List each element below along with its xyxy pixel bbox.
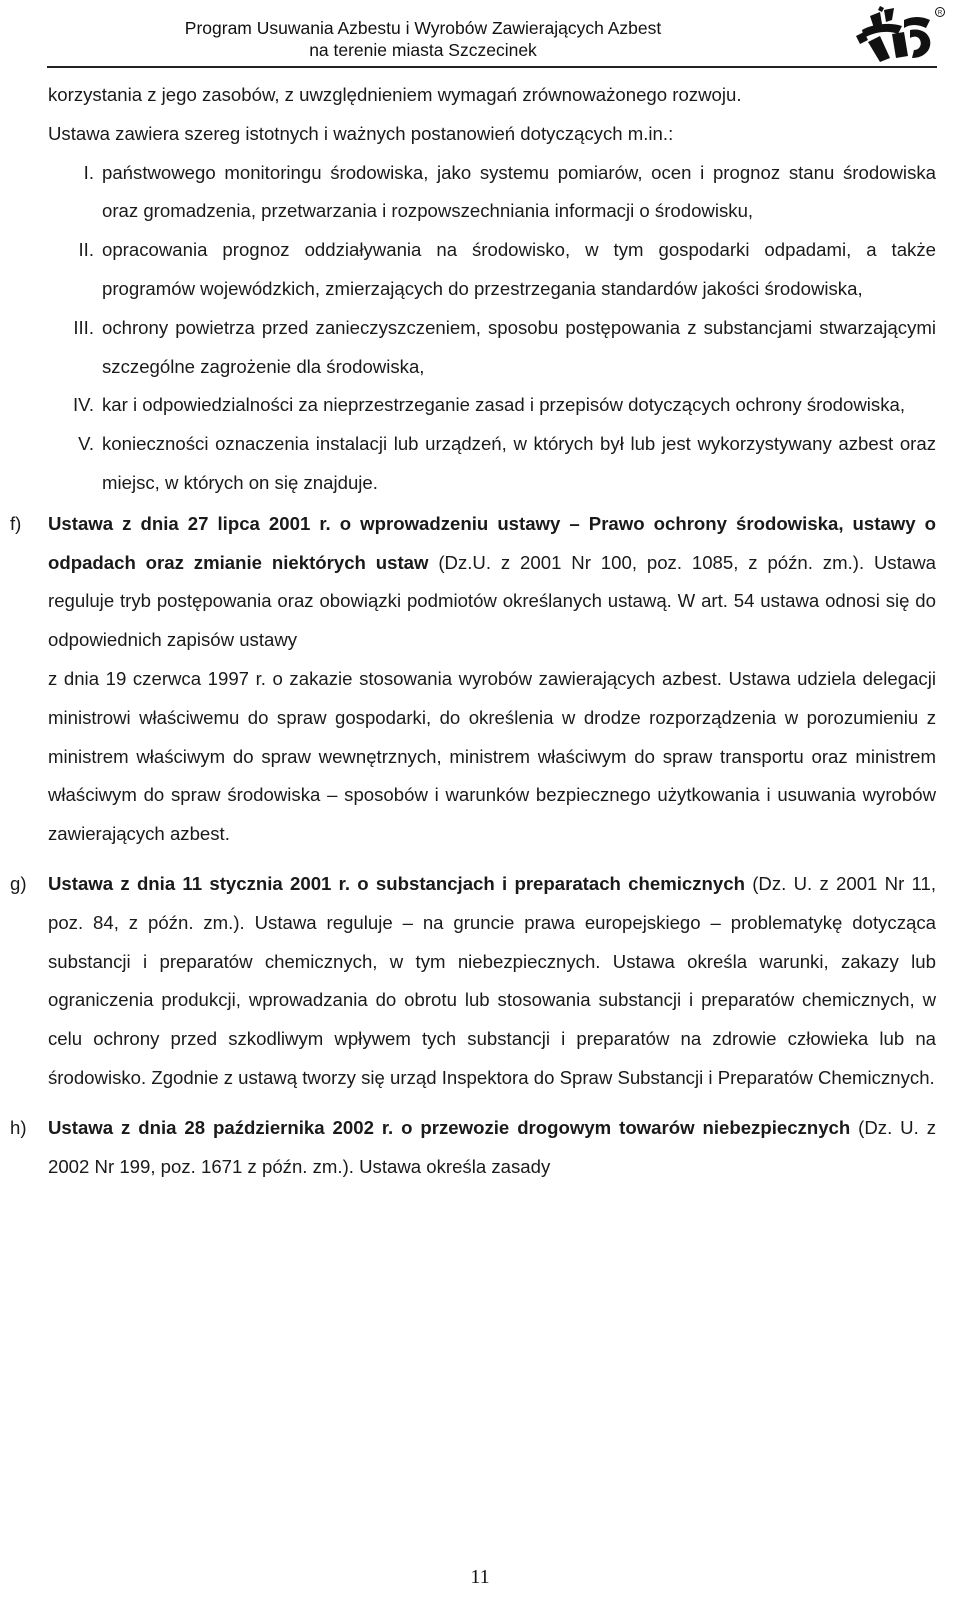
act-description: (Dz. U. z 2001 Nr 11, poz. 84, z późn. zm.). Ustawa reguluje – na gruncie prawa europejskiego – problematykę dotycząca substancji i preparatów chemicznych, w tym niebezpiecznych. Ustawa określa warunki, zakazy lub ograniczenia produkcji, wprowadzania do obrotu lub stosowania substancji i preparatów chemicznych, w celu ochrony przed szkodliwym wpływem tych substancji i preparatów na zdrowie człowieka lub na środowisko. Zgodnie z ustawą tworzy się urząd Inspektora do Spraw Substancji i Preparatów Chemicznych. bbox=[48, 872, 937, 1088]
header-title-line-1: Program Usuwania Azbestu i Wyrobów Zawierających Azbest bbox=[184, 18, 662, 38]
list-marker: h) bbox=[10, 1116, 27, 1138]
roman-list bbox=[48, 154, 936, 503]
alpha-list bbox=[10, 505, 937, 1187]
roman-list-item bbox=[48, 231, 936, 309]
intro-line-1: korzystania z jego zasobów, z uwzględnieniem wymagań zrównoważonego rozwoju. bbox=[48, 84, 742, 105]
roman-list-item bbox=[48, 425, 936, 503]
list-marker: V. bbox=[78, 433, 94, 455]
list-marker: I. bbox=[83, 161, 94, 183]
act-description-continued: z dnia 19 czerwca 1997 r. o zakazie stosowania wyrobów zawierających azbest. Ustawa udziela delegacji ministrowi właściwemu do spraw gospodarki, do określenia w drodze rozporządzenia w porozumieniu z ministrem właściwym do spraw wewnętrznych, ministrem właściwym do spraw transportu oraz ministrem właściwym do spraw środowiska – sposobów i warunków bezpiecznego użytkowania i usuwania wyrobów zawierających azbest. bbox=[48, 667, 936, 845]
page-header bbox=[0, 0, 960, 70]
list-item-text: opracowania prognoz oddziaływania na środowisko, w tym gospodarki odpadami, a także programów wojewódzkich, zmierzających do przestrzegania standardów jakości środowiska, bbox=[102, 239, 936, 299]
roman-list-item bbox=[48, 309, 936, 387]
document-body bbox=[10, 76, 937, 1186]
list-marker: II. bbox=[78, 239, 94, 261]
list-item-h bbox=[10, 1109, 936, 1187]
act-title: Ustawa z dnia 27 lipca 2001 r. o wprowadzeniu ustawy – Prawo ochrony środowiska, ustawy o odpadach oraz zmianie niektórych ustaw bbox=[48, 512, 936, 573]
act-description: (Dz. U. z 2002 Nr 199, poz. 1671 z późn. zm.). Ustawa określa zasady bbox=[48, 1116, 936, 1177]
intro-line-2: Ustawa zawiera szereg istotnych i ważnych postanowień dotyczących m.in.: bbox=[48, 122, 674, 144]
list-item-text: konieczności oznaczenia instalacji lub urządzeń, w których był lub jest wykorzystywany azbest oraz miejsc, w których on się znajduje. bbox=[102, 433, 936, 493]
page-number: 11 bbox=[470, 1566, 490, 1588]
list-marker: IV. bbox=[72, 394, 94, 416]
act-title: Ustawa z dnia 11 stycznia 2001 r. o substancjach i preparatach chemicznych bbox=[48, 872, 745, 894]
list-marker: III. bbox=[73, 316, 94, 338]
list-marker: f) bbox=[10, 512, 22, 534]
svg-text:R: R bbox=[937, 10, 943, 17]
list-marker: g) bbox=[10, 872, 27, 894]
program-logo-icon bbox=[850, 6, 946, 64]
act-title: Ustawa z dnia 28 października 2002 r. o przewozie drogowym towarów niebezpiecznych bbox=[48, 1116, 851, 1138]
header-title-line-2: na terenie miasta Szczecinek bbox=[309, 40, 537, 60]
list-item-g bbox=[10, 865, 937, 1098]
roman-list-item bbox=[48, 154, 936, 232]
list-item-f bbox=[10, 505, 936, 854]
header-divider bbox=[47, 66, 937, 68]
act-description: (Dz.U. z 2001 Nr 100, poz. 1085, z późn. zm.). Ustawa reguluje tryb postępowania oraz obowiązki podmiotów określanych ustawą. W art. 54 ustawa odnosi się do odpowiednich zapisów ustawy bbox=[48, 551, 936, 651]
list-item-text: państwowego monitoringu środowiska, jako systemu pomiarów, ocen i prognoz stanu środowiska oraz gromadzenia, przetwarzania i rozpowszechniania informacji o środowisku, bbox=[102, 161, 936, 222]
roman-list-item bbox=[48, 386, 936, 425]
list-item-text: kar i odpowiedzialności za nieprzestrzeganie zasad i przepisów dotyczących ochrony środowiska, bbox=[102, 394, 906, 416]
list-item-text: ochrony powietrza przed zanieczyszczeniem, sposobu postępowania z substancjami stwarzającymi szczególne zagrożenie dla środowiska, bbox=[102, 316, 936, 377]
